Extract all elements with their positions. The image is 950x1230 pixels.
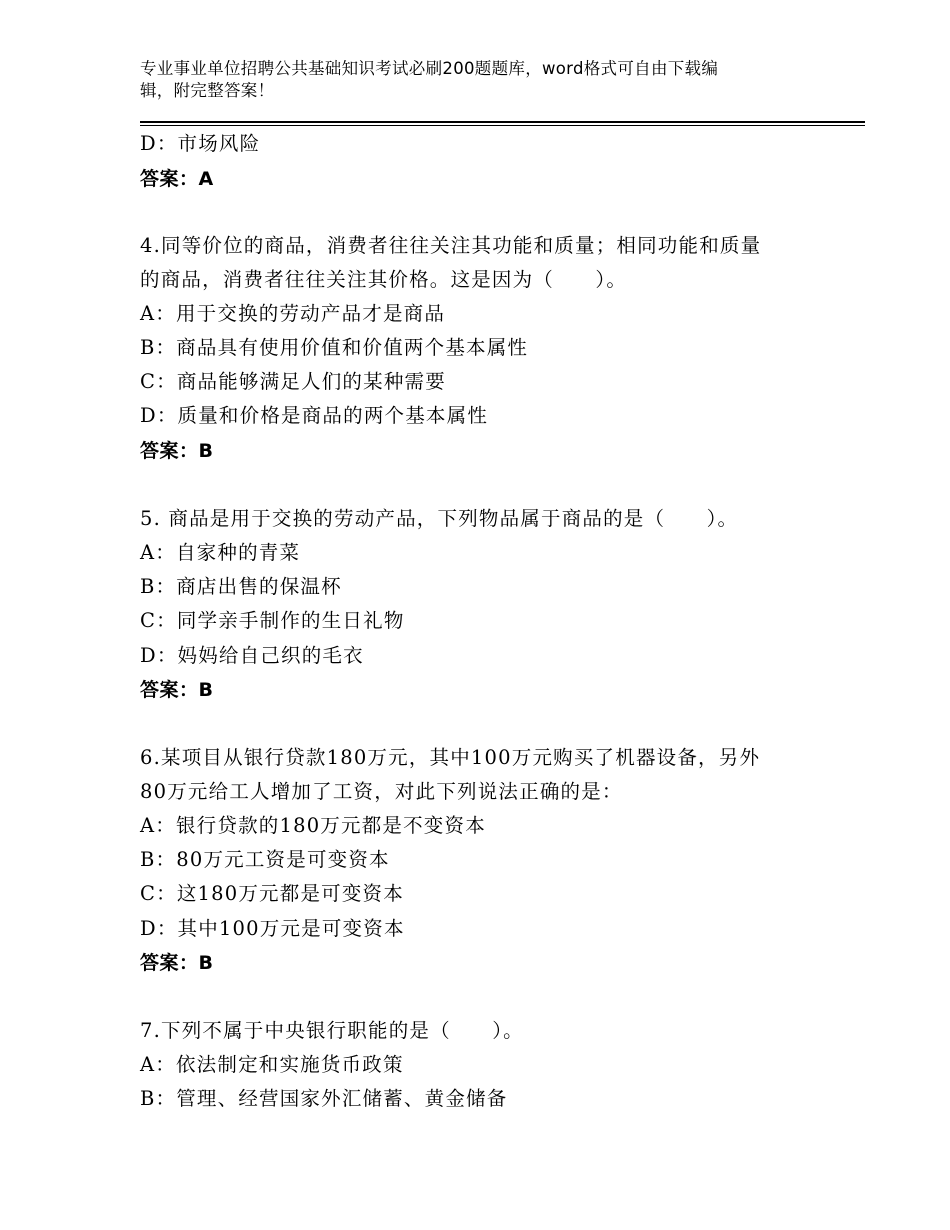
page-header xyxy=(140,58,800,102)
q6-option-b: B：80万元工资是可变资本 xyxy=(140,848,390,871)
q5-answer: 答案：B xyxy=(140,679,214,701)
header-divider-thick xyxy=(140,121,865,123)
q6-option-c: C：这180万元都是可变资本 xyxy=(140,882,404,905)
q5-option-a: A：自家种的青菜 xyxy=(140,541,301,564)
q5-option-d: D：妈妈给自己织的毛衣 xyxy=(140,644,364,667)
q4-stem-line-2: 的商品，消费者往往关注其价格。这是因为（ ）。 xyxy=(140,268,628,291)
q4-option-b: B：商品具有使用价值和价值两个基本属性 xyxy=(140,336,529,359)
q7-stem-line-1: 7.下列不属于中央银行职能的是（ ）。 xyxy=(140,1019,524,1042)
q7-option-a: A：依法制定和实施货币政策 xyxy=(140,1053,404,1076)
q6-option-a: A：银行贷款的180万元都是不变资本 xyxy=(140,814,486,837)
q4-option-c: C：商品能够满足人们的某种需要 xyxy=(140,370,446,393)
q6-stem-line-1: 6.某项目从银行贷款180万元，其中100万元购买了机器设备，另外 xyxy=(140,746,761,769)
q5-stem-line-1: 5. 商品是用于交换的劳动产品，下列物品属于商品的是（ ）。 xyxy=(140,507,739,530)
header-line-2: 辑，附完整答案！ xyxy=(140,81,275,100)
q7-option-b: B：管理、经营国家外汇储蓄、黄金储备 xyxy=(140,1087,508,1110)
q6-answer: 答案：B xyxy=(140,952,214,974)
q5-option-c: C：同学亲手制作的生日礼物 xyxy=(140,609,405,632)
prev-answer: 答案：A xyxy=(140,168,214,190)
header-line-1: 专业事业单位招聘公共基础知识考试必刷200题题库，word格式可自由下载编 xyxy=(140,59,719,78)
q6-stem-line-2: 80万元给工人增加了工资，对此下列说法正确的是： xyxy=(140,780,623,803)
header-divider-thin xyxy=(140,125,865,126)
q4-option-d: D：质量和价格是商品的两个基本属性 xyxy=(140,404,489,427)
q5-option-b: B：商店出售的保温杯 xyxy=(140,575,342,598)
prev-option-d: D：市场风险 xyxy=(140,132,261,155)
q6-option-d: D：其中100万元是可变资本 xyxy=(140,917,405,940)
q4-option-a: A：用于交换的劳动产品才是商品 xyxy=(140,302,446,325)
q4-stem-line-1: 4.同等价位的商品，消费者往往关注其功能和质量；相同功能和质量 xyxy=(140,234,762,257)
q4-answer: 答案：B xyxy=(140,440,214,462)
